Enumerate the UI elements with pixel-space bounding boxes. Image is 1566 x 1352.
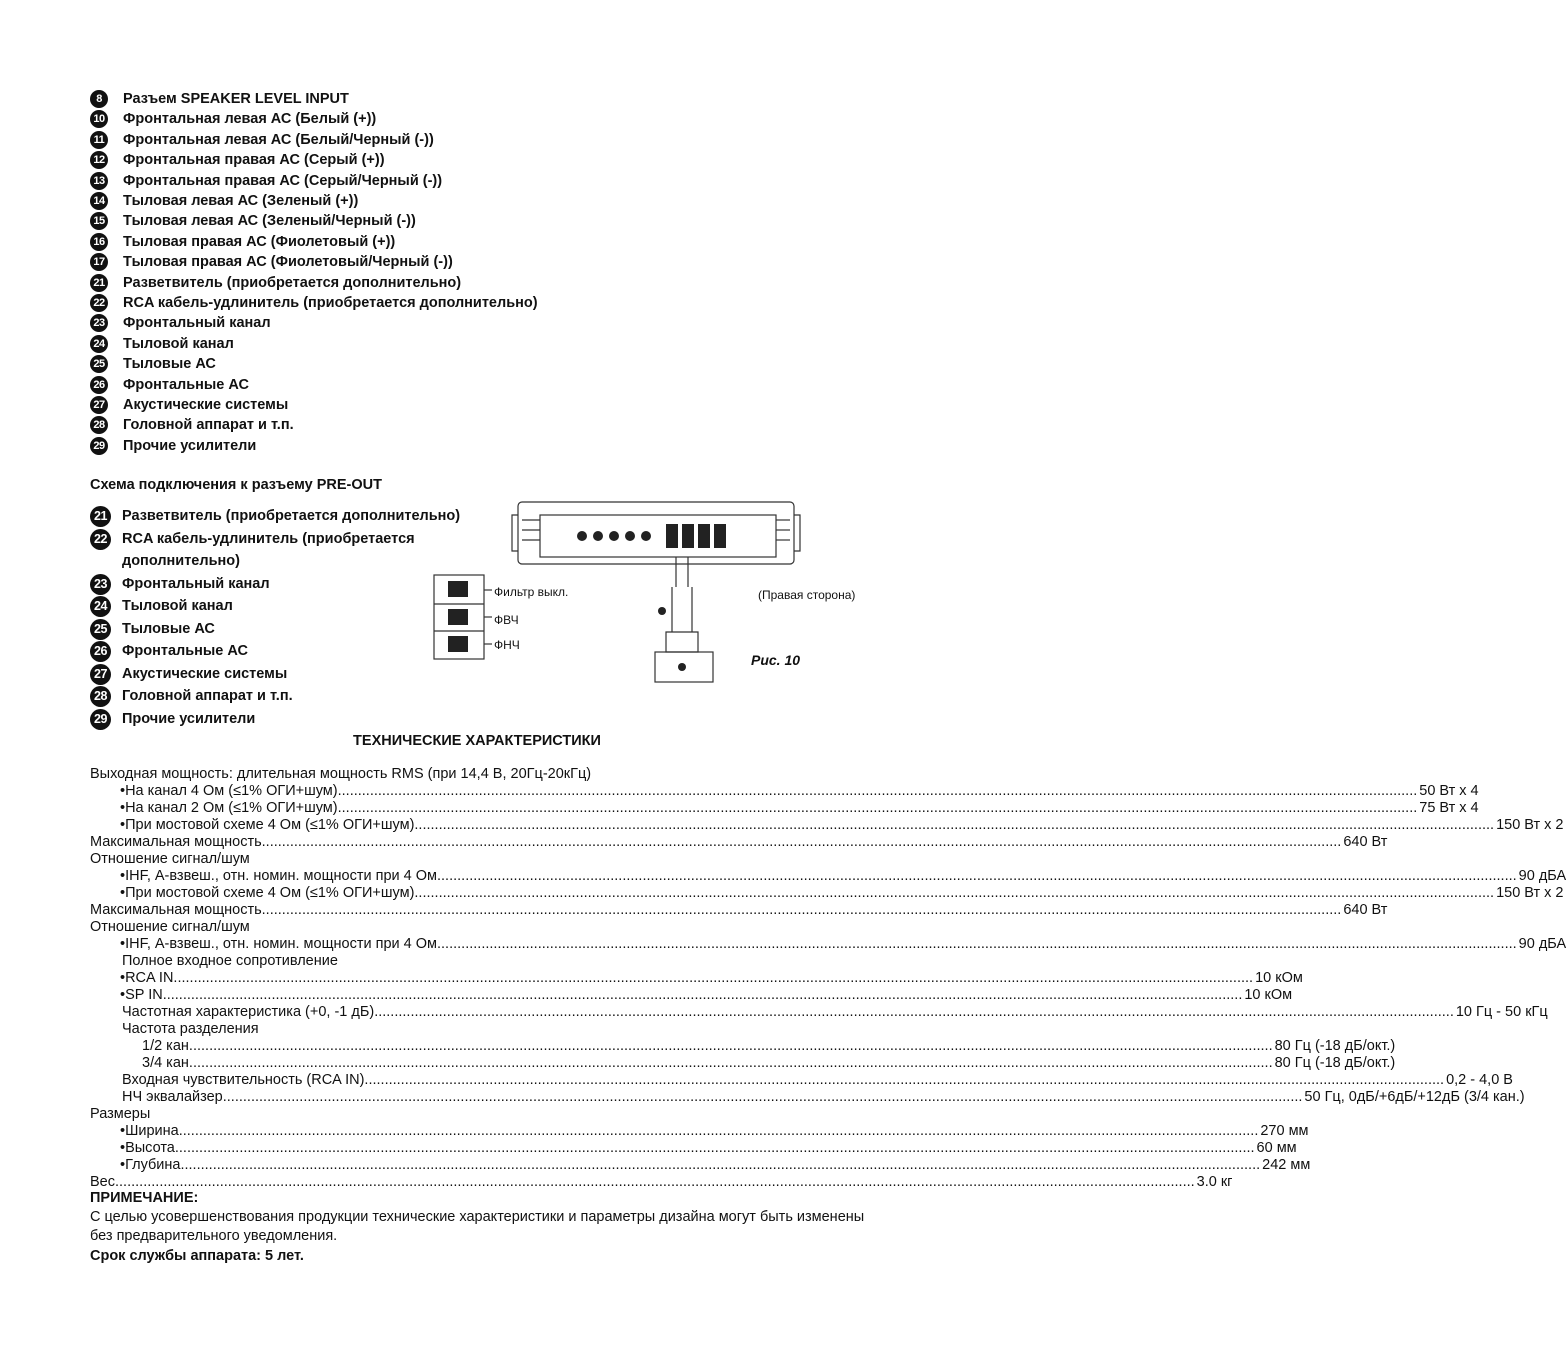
spec-label: Входная чувствительность (RCA IN): [122, 1072, 365, 1088]
legend-item-text: Разветвитель (приобретается дополнительно): [123, 274, 462, 291]
spec-label: RCA IN: [125, 970, 174, 986]
legend-item: [90, 314, 271, 332]
spec-label: Частотная характеристика (+0, -1 дБ): [122, 1004, 375, 1020]
spec-heading: Размеры: [90, 1106, 151, 1122]
number-badge-icon: 25: [90, 619, 111, 640]
legend-item: [90, 437, 256, 455]
preout-legend-item: [90, 708, 425, 731]
dot-leader: [437, 868, 1517, 885]
spec-value: 640 Вт: [1343, 834, 1388, 850]
preout-legend-item-text: Акустические системы: [122, 665, 288, 682]
spec-heading: Выходная мощность: длительная мощность RMS (при 14,4 В, 20Гц-20кГц): [90, 766, 592, 782]
bullet-icon: •: [120, 1123, 126, 1139]
spec-row: [120, 800, 1479, 817]
spec-value: 10 кОм: [1255, 970, 1303, 986]
preout-legend-item: [90, 618, 425, 641]
number-badge-icon: 27: [90, 396, 108, 414]
spec-row: [142, 1055, 1396, 1072]
number-badge-icon: 10: [90, 110, 108, 128]
legend-item-text: Головной аппарат и т.п.: [123, 417, 294, 434]
spec-label: IHF, А-взвеш., отн. номин. мощности при 4 Ом: [125, 868, 437, 884]
number-badge-icon: 24: [90, 335, 108, 353]
legend-item: [90, 376, 249, 394]
marker-dot: [658, 607, 666, 615]
dot-leader: [193, 1055, 1273, 1072]
number-badge-icon: 21: [90, 274, 108, 292]
spec-label: При мостовой схеме 4 Ом (≤1% ОГИ+шум): [125, 817, 415, 833]
amplifier-panel: [540, 515, 776, 557]
spec-value: 60 мм: [1256, 1140, 1297, 1156]
legend-item: [90, 355, 216, 373]
legend-item: [90, 396, 288, 414]
number-badge-icon: 27: [90, 664, 111, 685]
spec-value: 50 Гц, 0дБ/+6дБ/+12дБ (3/4 кан.): [1304, 1089, 1525, 1105]
amplifier-body: [518, 502, 794, 564]
amplifier-fins: [512, 515, 800, 551]
number-badge-icon: 16: [90, 233, 108, 251]
legend-item-text: Фронтальная правая АС (Серый (+)): [123, 152, 385, 169]
spec-row: [90, 902, 1388, 919]
spec-row: [120, 970, 1303, 987]
preout-legend-item-text: Фронтальный канал: [122, 575, 270, 592]
dot-leader: [223, 1089, 1303, 1106]
preout-legend-item-text: Разветвитель (приобретается дополнительно): [122, 508, 461, 524]
legend-item: [90, 131, 434, 149]
spec-heading: Отношение сигнал/шум: [90, 919, 250, 935]
spec-value: 640 Вт: [1343, 902, 1388, 918]
bullet-icon: •: [120, 783, 126, 799]
label-right-side: (Правая сторона): [758, 588, 856, 602]
spec-label: Ширина: [125, 1123, 179, 1139]
legend-item-text: Прочие усилители: [123, 437, 257, 454]
preout-legend-item: [90, 528, 425, 551]
bullet-icon: •: [120, 800, 126, 816]
spec-row: [90, 1174, 1233, 1191]
dot-leader: [179, 1123, 1259, 1140]
bullet-icon: •: [120, 817, 126, 833]
preout-legend-item-text: Головной аппарат и т.п.: [122, 688, 293, 704]
spec-value: 150 Вт х 2: [1496, 885, 1564, 901]
dot-leader: [338, 800, 1418, 817]
legend-item-text: Тыловая правая АС (Фиолетовый (+)): [123, 233, 396, 250]
preout-legend-item: [90, 685, 425, 708]
dot-leader: [193, 1038, 1273, 1055]
preout-legend-item: [90, 640, 425, 663]
dot-leader: [414, 885, 1494, 902]
number-badge-icon: 23: [90, 574, 111, 595]
label-hpf: ФВЧ: [494, 613, 519, 627]
number-badge-icon: 17: [90, 253, 108, 271]
filter-switch-panel: [434, 575, 484, 659]
spec-label: НЧ эквалайзер: [122, 1089, 223, 1105]
spec-label: 1/2 кан.: [142, 1038, 193, 1054]
spec-heading: Частота разделения: [122, 1021, 259, 1037]
legend-item-text: Разъем SPEAKER LEVEL INPUT: [123, 91, 349, 107]
spec-row: [120, 1123, 1309, 1140]
bullet-icon: •: [120, 1140, 126, 1156]
spec-value: 10 кОм: [1244, 987, 1293, 1003]
spec-row: [90, 834, 1388, 851]
legend-item-text: Фронтальная левая АС (Белый (+)): [123, 111, 377, 128]
legend-item: [90, 212, 416, 230]
number-badge-icon: 26: [90, 641, 111, 662]
spec-value: 270 мм: [1260, 1123, 1309, 1139]
legend-item: [90, 294, 538, 312]
preout-legend-item: [90, 573, 425, 596]
spec-value: 90 дБА: [1518, 868, 1566, 884]
number-badge-icon: 21: [90, 506, 111, 527]
spec-row: [120, 868, 1566, 885]
legend-item: [90, 172, 442, 190]
spec-row: [142, 1038, 1396, 1055]
legend-item: [90, 151, 385, 169]
spec-label: На канал 2 Ом (≤1% ОГИ+шум): [125, 800, 338, 816]
dot-leader: [338, 783, 1418, 800]
preout-legend-item-text: дополнительно): [122, 553, 240, 569]
legend-item: [90, 110, 376, 128]
dot-leader: [262, 834, 1342, 851]
legend-item-text: Тыловые АС: [123, 356, 216, 373]
spec-value: 50 Вт х 4: [1419, 783, 1479, 799]
dot-leader: [163, 987, 1243, 1004]
bullet-icon: •: [120, 868, 126, 884]
bullet-icon: •: [120, 987, 126, 1003]
spec-label: Вес: [90, 1174, 115, 1190]
legend-item-text: Тыловая левая АС (Зеленый/Черный (-)): [123, 213, 416, 230]
dot-leader: [414, 817, 1494, 834]
legend-item: [90, 274, 461, 292]
lifetime-text: Срок службы аппарата: 5 лет.: [90, 1248, 304, 1264]
spec-row: [120, 1157, 1311, 1174]
legend-item-text: Фронтальная правая АС (Серый/Черный (-)): [123, 172, 443, 189]
preout-legend-item-text: Фронтальные АС: [122, 643, 248, 659]
legend-item: [90, 192, 358, 210]
legend-item-text: Тыловая правая АС (Фиолетовый/Черный (-)): [123, 254, 453, 271]
bullet-icon: •: [120, 970, 126, 986]
bullet-icon: •: [120, 936, 126, 952]
spec-row: [122, 1004, 1548, 1021]
spec-label: SP IN: [125, 987, 163, 1003]
spec-row: [120, 783, 1479, 800]
bullet-icon: •: [120, 885, 126, 901]
legend-item-text: Акустические системы: [123, 397, 289, 413]
spec-label: На канал 4 Ом (≤1% ОГИ+шум): [125, 783, 338, 799]
spec-value: 242 мм: [1262, 1157, 1311, 1173]
preout-legend-item-text: Прочие усилители: [122, 710, 256, 727]
spec-value: 3.0 кг: [1196, 1174, 1233, 1190]
head-unit-box: [655, 652, 713, 682]
number-badge-icon: 8: [90, 90, 108, 108]
legend-item: [90, 253, 453, 271]
spec-label: Максимальная мощность: [90, 902, 262, 918]
spec-label: При мостовой схеме 4 Ом (≤1% ОГИ+шум): [125, 885, 415, 901]
spec-row: [120, 1140, 1297, 1157]
number-badge-icon: 15: [90, 212, 108, 230]
dot-leader: [180, 1157, 1260, 1174]
number-badge-icon: 28: [90, 416, 108, 434]
legend-item: [90, 233, 395, 251]
label-filter-off: Фильтр выкл.: [494, 585, 569, 599]
number-badge-icon: 13: [90, 172, 108, 190]
legend-item-text: RCA кабель-удлинитель (приобретается дополнительно): [123, 295, 538, 311]
preout-legend-item-text: RCA кабель-удлинитель (приобретается: [122, 530, 415, 547]
legend-item: [90, 416, 294, 434]
spec-value: 90 дБА: [1518, 936, 1566, 952]
preout-heading: Схема подключения к разъему PRE-OUT: [90, 477, 382, 493]
legend-item-text: Фронтальные АС: [123, 376, 249, 393]
spec-row: [120, 817, 1564, 834]
number-badge-icon: 24: [90, 596, 111, 617]
spec-row: [120, 987, 1293, 1004]
legend-preout-list: [90, 505, 461, 730]
spec-heading: Полное входное сопротивление: [122, 953, 338, 969]
note-text: С целью усовершенствования продукции технические характеристики и параметры дизайна могут быть изменены без предварительного уведомления.: [90, 1209, 865, 1244]
preout-legend-item-text: Тыловой канал: [122, 598, 233, 614]
number-badge-icon: 11: [90, 131, 108, 149]
spec-label: Высота: [125, 1140, 175, 1156]
spec-value: 75 Вт х 4: [1419, 800, 1479, 816]
legend-item-text: Тыловая левая АС (Зеленый (+)): [123, 193, 359, 209]
spec-row: [122, 1072, 1513, 1089]
preout-legend-item: [90, 550, 425, 573]
number-badge-icon: 22: [90, 294, 108, 312]
preout-legend-item: [90, 505, 461, 528]
dot-leader: [364, 1072, 1444, 1089]
dot-leader: [437, 936, 1517, 953]
spec-value: 10 Гц - 50 кГц: [1455, 1004, 1548, 1020]
preout-legend-item-text: Тыловые АС: [122, 620, 215, 637]
dot-leader: [262, 902, 1342, 919]
bullet-icon: •: [120, 1157, 126, 1173]
dot-leader: [374, 1004, 1454, 1021]
figure-caption: Рис. 10: [751, 652, 801, 668]
number-badge-icon: 29: [90, 437, 108, 455]
number-badge-icon: 22: [90, 529, 111, 550]
preout-legend-item: [90, 663, 425, 686]
legend-item-text: Тыловой канал: [123, 335, 234, 352]
spec-row: [120, 936, 1566, 953]
dot-leader: [175, 1140, 1255, 1157]
dot-leader: [173, 970, 1253, 987]
spec-value: 80 Гц (-18 дБ/окт.): [1274, 1055, 1396, 1071]
spec-label: Глубина: [125, 1157, 181, 1173]
spec-row: [122, 1089, 1525, 1106]
spec-value: 80 Гц (-18 дБ/окт.): [1274, 1038, 1396, 1054]
number-badge-icon: 25: [90, 355, 108, 373]
note-title: ПРИМЕЧАНИЕ:: [90, 1190, 199, 1206]
number-badge-icon: 28: [90, 686, 111, 707]
specs-title: ТЕХНИЧЕСКИЕ ХАРАКТЕРИСТИКИ: [353, 733, 601, 749]
spec-value: 0,2 - 4,0 В: [1446, 1072, 1513, 1088]
spec-label: Максимальная мощность: [90, 834, 262, 850]
legend-item: [90, 335, 234, 353]
spec-heading: Отношение сигнал/шум: [90, 851, 250, 867]
preout-legend-item: [90, 595, 425, 618]
rca-cables: [672, 557, 692, 632]
spec-label: 3/4 кан.: [142, 1055, 193, 1071]
spec-value: 150 Вт х 2: [1496, 817, 1564, 833]
spec-row: [120, 885, 1564, 902]
number-badge-icon: 26: [90, 376, 108, 394]
number-badge-icon: 14: [90, 192, 108, 210]
label-lpf: ФНЧ: [494, 638, 520, 652]
number-badge-icon: 29: [90, 709, 111, 730]
rca-connector: [666, 632, 698, 652]
legend-item-text: Фронтальная левая АС (Белый/Черный (-)): [123, 131, 434, 148]
legend-item: [90, 90, 349, 108]
number-badge-icon: 23: [90, 314, 108, 332]
number-badge-icon: 12: [90, 151, 108, 169]
spec-label: IHF, А-взвеш., отн. номин. мощности при 4 Ом: [125, 936, 437, 952]
legend-item-text: Фронтальный канал: [123, 315, 271, 332]
dot-leader: [115, 1174, 1195, 1191]
